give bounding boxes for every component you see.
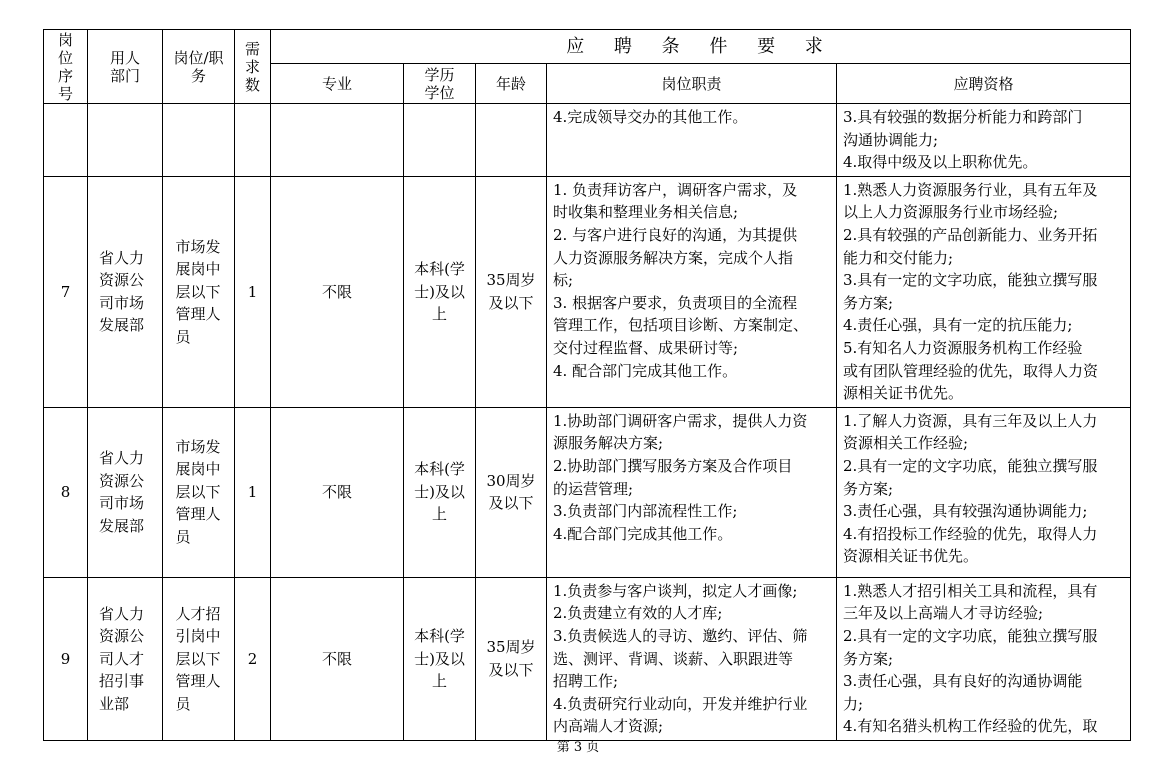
qualification-line: 源相关证书优先。 [843, 384, 964, 403]
duty-line: 4. 配合部门完成其他工作。 [553, 361, 738, 380]
duty-line: 源服务解决方案; [553, 434, 664, 453]
duty-line: 管理工作，包括项目诊断、方案制定、 [553, 316, 809, 335]
cell-line: 发展部 [99, 516, 145, 535]
cell-line: 上 [431, 672, 447, 691]
cell-line: 司市场 [99, 293, 145, 312]
duty-line: 1. 负责拜访客户，调研客户需求，及 [553, 180, 798, 199]
cell-line: 层以下 [175, 649, 221, 668]
duty-line: 的运营管理; [553, 479, 634, 498]
header-label-line: 岗 [57, 30, 73, 49]
duty-line: 选、测评、背调、谈薪、入职跟进等 [553, 649, 794, 668]
table-row [44, 176, 1131, 407]
duty-line: 3. 根据客户要求，负责项目的全流程 [553, 293, 798, 312]
cell-line: 上 [431, 305, 447, 323]
cell-major [271, 104, 404, 177]
cell-position-no: 8 [44, 407, 88, 577]
cell-age [476, 407, 547, 577]
header-label-line: 号 [57, 84, 73, 103]
header-dept [88, 30, 163, 104]
cell-line: 管理人 [175, 305, 221, 323]
header-position-no [44, 30, 88, 104]
qualification-line: 4.有招投标工作经验的优先，取得人力 [843, 524, 1098, 543]
header-label-line: 务 [190, 66, 206, 85]
qualification-line: 3.具有一定的文字功底，能独立撰写服 [843, 271, 1098, 290]
cell-duties [547, 176, 837, 407]
qualification-line: 2.具有较强的产品创新能力、业务开拓 [843, 225, 1098, 244]
cell-count: 2 [235, 577, 271, 740]
qualification-line: 或有团队管理经验的优先，取得人力资 [843, 361, 1099, 380]
header-label-line: 求 [244, 57, 260, 76]
cell-line: 士)及以 [414, 282, 465, 301]
cell-education [404, 407, 476, 577]
header-post [163, 30, 235, 104]
cell-line: 层以下 [175, 482, 221, 501]
page-number: 第 3 页 [556, 740, 600, 755]
qualification-line: 2.具有一定的文字功底，能独立撰写服 [843, 626, 1098, 645]
table-row [44, 104, 1131, 177]
qualification-line: 1.了解人力资源，具有三年及以上人力 [843, 411, 1098, 430]
duty-line: 标; [553, 271, 574, 290]
cell-line: 上 [431, 505, 447, 524]
qualification-line: 力; [843, 694, 864, 713]
cell-qualifications [837, 176, 1131, 407]
qualification-line: 务方案; [843, 293, 894, 312]
cell-education [404, 176, 476, 407]
cell-line: 士)及以 [414, 482, 465, 501]
header-label-line: 需 [244, 39, 260, 58]
header-label-line: 用人 [109, 48, 140, 67]
cell-line: 本科(学 [414, 627, 465, 646]
duty-line: 1.负责参与客户谈判，拟定人才画像; [553, 581, 798, 600]
header-qualifications: 应聘资格 [837, 64, 1131, 104]
cell-line: 展岗中 [175, 460, 221, 479]
cell-line: 省人力 [99, 449, 145, 468]
cell-line: 资源公 [99, 627, 145, 646]
cell-qualifications [837, 407, 1131, 577]
qualification-line: 1.熟悉人力资源服务行业，具有五年及 [843, 180, 1098, 199]
cell-line: 及以下 [488, 494, 534, 513]
qualification-line: 3.责任心强，具有良好的沟通协调能 [843, 672, 1083, 691]
cell-post [163, 176, 235, 407]
duty-line: 招聘工作; [553, 672, 619, 691]
cell-line: 展岗中 [175, 260, 221, 278]
cell-education [404, 577, 476, 740]
cell-duties [547, 104, 837, 177]
cell-line: 管理人 [175, 505, 221, 524]
qualification-line: 5.有知名人力资源服务机构工作经验 [843, 338, 1083, 357]
header-major: 专业 [271, 64, 404, 104]
duty-line: 内高端人才资源; [553, 717, 664, 736]
cell-line: 业部 [99, 694, 130, 713]
cell-line: 省人力 [99, 604, 145, 623]
table-row [44, 577, 1131, 740]
header-age: 年龄 [476, 64, 547, 104]
duty-line: 1.协助部门调研客户需求，提供人力资 [553, 411, 808, 430]
qualification-line: 能力和交付能力; [843, 248, 954, 267]
cell-position-no: 9 [44, 577, 88, 740]
cell-line: 员 [175, 327, 191, 346]
duty-line: 2.协助部门撰写服务方案及合作项目 [553, 456, 793, 475]
header-label-line: 学历 [424, 65, 455, 84]
header-label-line: 序 [57, 66, 73, 85]
header-label-line: 学位 [424, 83, 455, 102]
cell-line: 30周岁 [486, 471, 536, 490]
cell-line: 发展部 [99, 316, 145, 335]
cell-line: 员 [175, 694, 191, 713]
cell-line: 省人力 [99, 248, 145, 267]
cell-post [163, 407, 235, 577]
cell-age [476, 577, 547, 740]
cell-line: 市场发 [175, 437, 221, 456]
header-label-line: 位 [57, 48, 73, 67]
cell-position-no [44, 104, 88, 177]
header-label-line: 数 [244, 75, 260, 94]
recruitment-table [43, 29, 1131, 741]
cell-line: 员 [175, 527, 191, 546]
qualification-line: 三年及以上高端人才寻访经验; [843, 604, 1044, 623]
cell-line: 司人才 [99, 649, 145, 668]
header-count [235, 30, 271, 104]
duty-line: 人力资源服务解决方案，完成个人指 [553, 248, 794, 267]
cell-line: 人才招 [175, 604, 221, 623]
table-row [44, 407, 1131, 577]
cell-major: 不限 [271, 407, 404, 577]
cell-age [476, 176, 547, 407]
duty-line: 2. 与客户进行良好的沟通，为其提供 [553, 225, 798, 244]
cell-post [163, 104, 235, 177]
qualification-line: 1.熟悉人才招引相关工具和流程，具有 [843, 581, 1098, 600]
duty-line: 2.负责建立有效的人才库; [553, 604, 723, 623]
cell-line: 资源公 [99, 271, 145, 290]
qualification-line: 务方案; [843, 649, 894, 668]
qualification-line: 资源相关工作经验; [843, 434, 969, 453]
cell-dept [88, 407, 163, 577]
duty-line: 3.负责部门内部流程性工作; [553, 502, 738, 521]
duty-line: 3.负责候选人的寻访、邀约、评估、筛 [553, 626, 808, 645]
cell-line: 及以下 [488, 660, 534, 679]
header-conditions: 应 聘 条 件 要 求 [271, 30, 1131, 64]
cell-line: 35周岁 [486, 638, 536, 657]
header-education [404, 64, 476, 104]
duty-line: 4.完成领导交办的其他工作。 [553, 108, 748, 126]
cell-line: 管理人 [175, 672, 221, 691]
qualification-line: 3.责任心强，具有较强沟通协调能力; [843, 502, 1088, 521]
cell-major: 不限 [271, 577, 404, 740]
cell-education [404, 104, 476, 177]
qualification-line: 沟通协调能力; [843, 130, 939, 149]
qualification-line: 4.责任心强，具有一定的抗压能力; [843, 316, 1073, 335]
cell-count: 1 [235, 176, 271, 407]
cell-dept [88, 104, 163, 177]
cell-dept [88, 577, 163, 740]
header-label-line: 部门 [109, 66, 140, 85]
qualification-line: 资源相关证书优先。 [843, 547, 979, 566]
qualification-line: 4.有知名猎头机构工作经验的优先，取 [843, 717, 1098, 736]
cell-line: 司市场 [99, 494, 145, 513]
cell-line: 招引事 [99, 672, 145, 691]
cell-line: 引岗中 [175, 627, 221, 646]
cell-count [235, 104, 271, 177]
qualification-line: 务方案; [843, 479, 894, 498]
cell-line: 市场发 [175, 237, 221, 256]
cell-duties [547, 407, 837, 577]
qualification-line: 2.具有一定的文字功底，能独立撰写服 [843, 456, 1098, 475]
cell-line: 及以下 [488, 293, 534, 312]
duty-line: 4.负责研究行业动向，开发并维护行业 [553, 694, 808, 713]
duty-line: 交付过程监督、成果研讨等; [553, 338, 739, 357]
cell-major: 不限 [271, 176, 404, 407]
header-duties: 岗位职责 [547, 64, 837, 104]
cell-count: 1 [235, 407, 271, 577]
cell-post [163, 577, 235, 740]
cell-qualifications [837, 104, 1131, 177]
cell-line: 层以下 [175, 282, 221, 301]
duty-line: 时收集和整理业务相关信息; [553, 203, 739, 222]
cell-line: 资源公 [99, 471, 145, 490]
qualification-line: 以上人力资源服务行业市场经验; [843, 203, 1059, 222]
cell-position-no: 7 [44, 176, 88, 407]
qualification-line: 3.具有较强的数据分析能力和跨部门 [843, 108, 1083, 126]
cell-line: 士)及以 [414, 649, 465, 668]
header-label-line: 岗位/职 [173, 48, 224, 67]
cell-qualifications [837, 577, 1131, 740]
cell-line: 35周岁 [486, 271, 536, 290]
cell-dept [88, 176, 163, 407]
qualification-line: 4.取得中级及以上职称优先。 [843, 153, 1038, 172]
cell-age [476, 104, 547, 177]
cell-line: 本科(学 [414, 460, 465, 479]
duty-line: 4.配合部门完成其他工作。 [553, 524, 733, 543]
cell-duties [547, 577, 837, 740]
cell-line: 本科(学 [414, 260, 465, 278]
